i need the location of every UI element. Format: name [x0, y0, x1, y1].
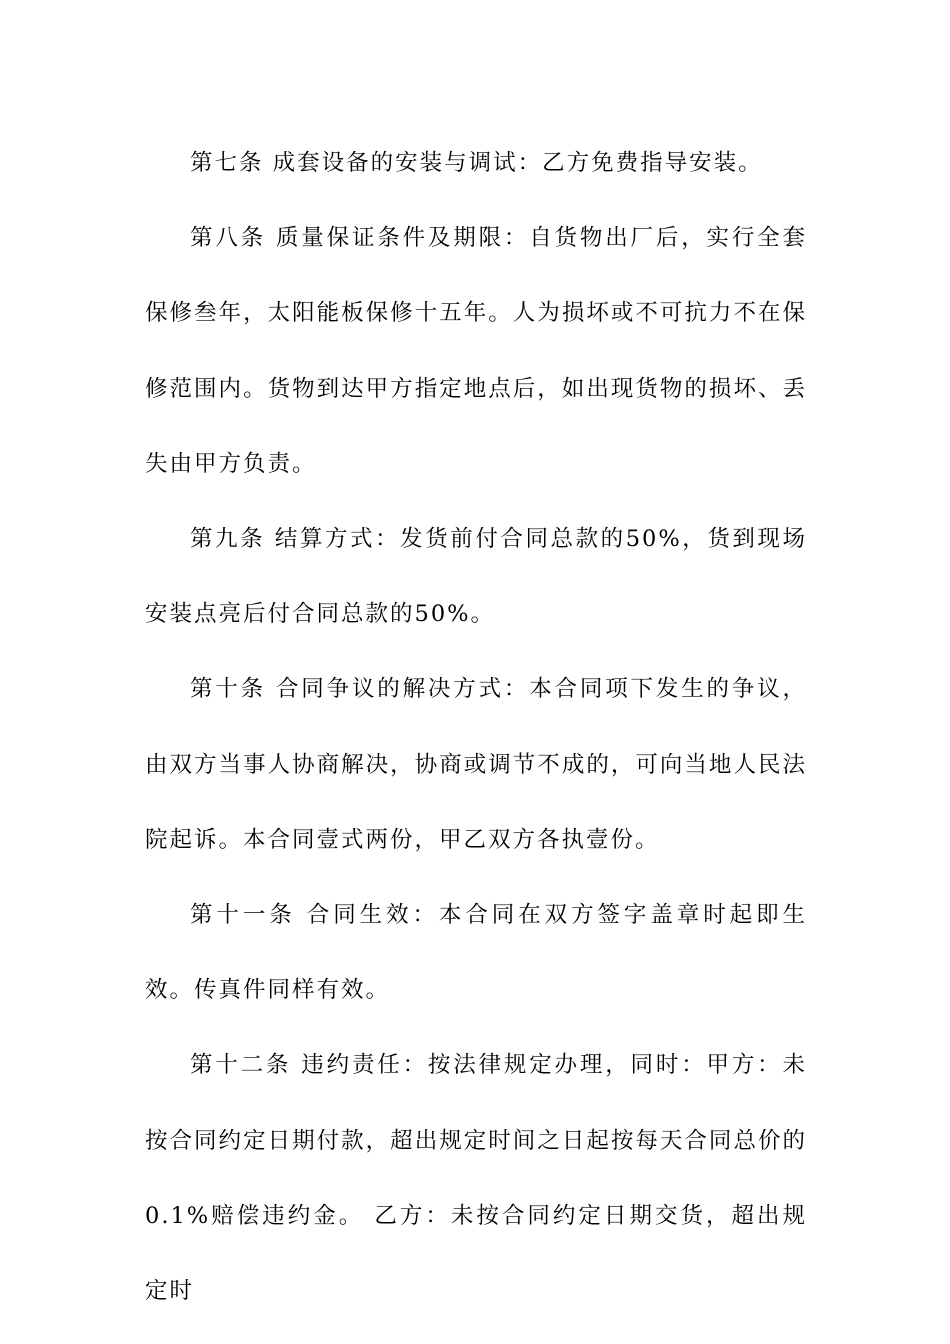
clause-8: 第八条 质量保证条件及期限：自货物出厂后，实行全套保修叁年，太阳能板保修十五年。人为损坏或不可抗力不在保修范围内。货物到达甲方指定地点后，如出现货物的损坏、丢失由甲方负责。 [145, 225, 807, 477]
clause-12: 第十二条 违约责任：按法律规定办理，同时：甲方：未按合同约定日期付款，超出规定时间之日起按每天合同总价的0.1%赔偿违约金。 乙方：未按合同约定日期交货，超出规定时 [145, 1052, 807, 1305]
clause-9: 第九条 结算方式：发货前付合同总款的50%，货到现场安装点亮后付合同总款的50%。 [145, 526, 807, 628]
document-page [145, 126, 807, 1329]
clause-11: 第十一条 合同生效：本合同在双方签字盖章时起即生效。传真件同样有效。 [145, 902, 807, 1004]
clause-7: 第七条 成套设备的安装与调试：乙方免费指导安装。 [190, 150, 763, 176]
clause-10: 第十条 合同争议的解决方式：本合同项下发生的争议，由双方当事人协商解决，协商或调节不成的，可向当地人民法院起诉。本合同壹式两份，甲乙双方各执壹份。 [145, 676, 807, 853]
